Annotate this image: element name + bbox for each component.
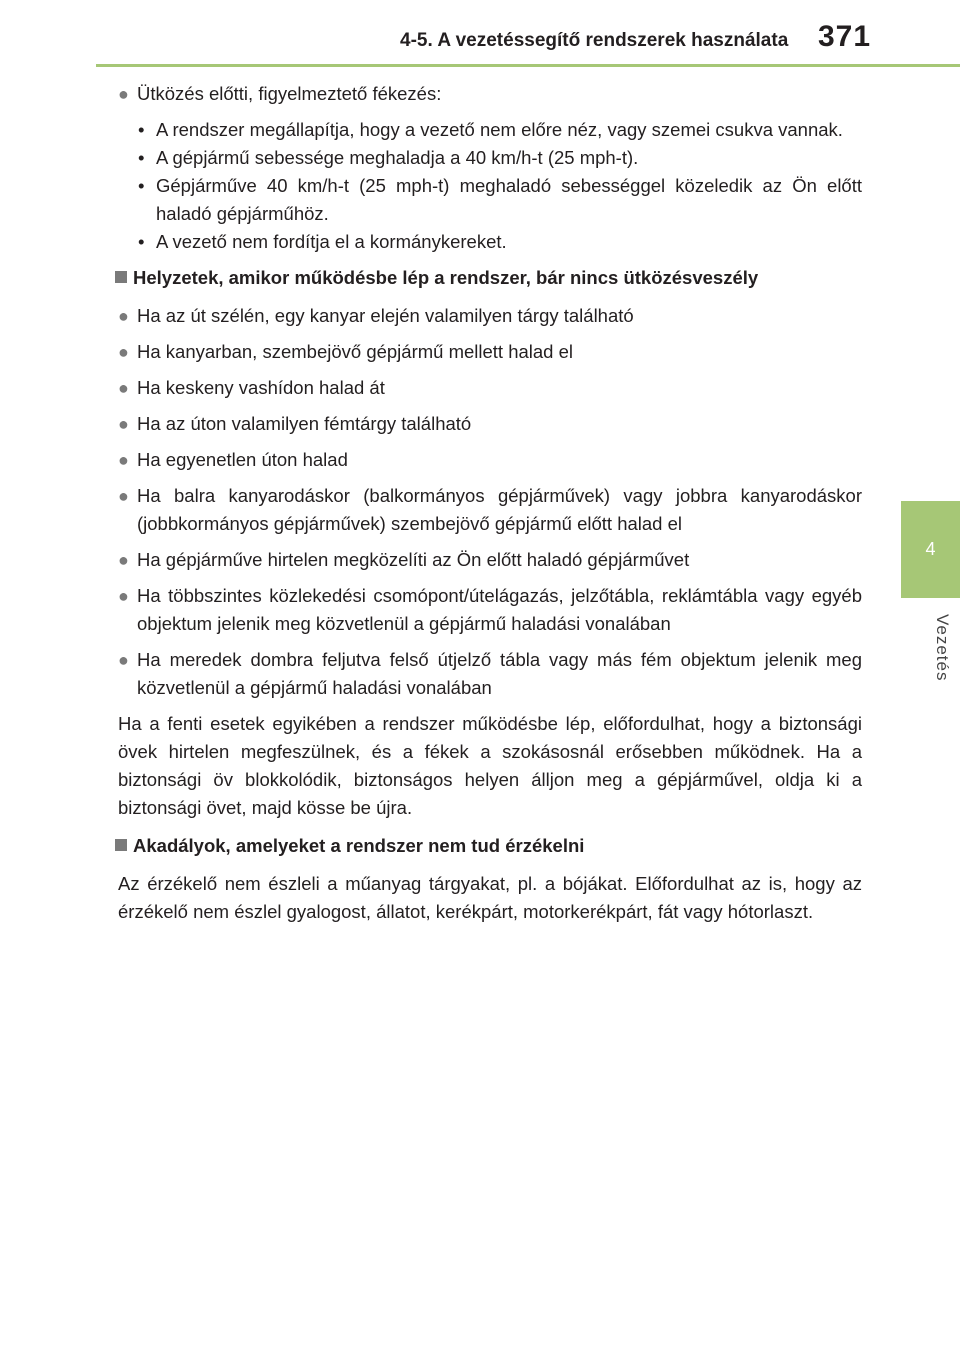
bullet-item [118,80,862,108]
list-item [118,144,862,172]
bullet-text: Ha egyenetlen úton halad [137,449,348,470]
condition-list [118,116,862,256]
header-title: 4-5. A vezetéssegítő rendszerek használata [400,30,789,51]
bullet-text: Ha többszintes közlekedési csomópont/útelágazás, jelzőtábla, reklámtábla vagy egyéb objektum jelenik meg közvetlenül a gépjármű haladási vonalában [137,585,862,634]
bullet-dot-icon: ● [118,84,129,104]
bullet-item [118,646,862,702]
bullet-point-icon: • [138,147,145,168]
bullet-text: Ha balra kanyarodáskor (balkormányos gépjárművek) vagy jobbra kanyarodáskor (jobbkormányos gépjárművek) szembejövő gépjármű előtt halad el [137,485,862,534]
header-divider [96,64,960,67]
bullet-point-icon: • [138,175,145,196]
square-bullet-icon [115,271,127,283]
section-heading-text: Akadályok, amelyeket a rendszer nem tud érzékelni [133,835,585,856]
bullet-text: Ha gépjárműve hirtelen megközelíti az Ön előtt haladó gépjárművet [137,549,690,570]
list-item [118,116,862,144]
chapter-label: Vezetés [933,614,952,682]
bullet-text: Ha meredek dombra feljutva felső útjelző tábla vagy más fém objektum jelenik meg közvetlenül a gépjármű haladási vonalában [137,649,862,698]
list-item-text: Gépjárműve 40 km/h-t (25 mph-t) meghaladó sebességgel közeledik az Ön előtt haladó gépjárműhöz. [156,175,862,224]
bullet-dot-icon: ● [118,450,129,470]
bullet-item [118,482,862,538]
bullet-text: Ha az úton valamilyen fémtárgy található [137,413,472,434]
bullet-point-icon: • [138,119,145,140]
page-number: 371 [818,20,872,53]
bullet-dot-icon: ● [118,650,129,670]
bullet-dot-icon: ● [118,586,129,606]
bullet-dot-icon: ● [118,486,129,506]
section-heading [115,832,862,860]
bullet-item [118,446,862,474]
bullet-item [118,374,862,402]
bullet-dot-icon: ● [118,342,129,362]
bullet-item [118,582,862,638]
bullet-item [118,338,862,366]
chapter-tab[interactable]: 4 [901,501,960,598]
list-item [118,228,862,256]
list-item-text: A vezető nem fordítja el a kormánykereket. [156,231,507,252]
bullet-dot-icon: ● [118,550,129,570]
bullet-dot-icon: ● [118,306,129,326]
bullet-text: Ha keskeny vashídon halad át [137,377,385,398]
square-bullet-icon [115,839,127,851]
section-heading [115,264,862,292]
bullet-text: Ütközés előtti, figyelmeztető fékezés: [137,83,442,104]
bullet-text: Ha kanyarban, szembejövő gépjármű mellett halad el [137,341,574,362]
bullet-text: Ha az út szélén, egy kanyar elején valamilyen tárgy található [137,305,634,326]
list-item [118,172,862,228]
section-paragraph: Ha a fenti esetek egyikében a rendszer működésbe lép, előfordulhat, hogy a biztonsági övek hirtelen megfeszülnek, és a fékek a szokásosnál erősebben működnek. Ha a biztonsági öv blokkolódik, biztonságos helyen álljon meg a gépjárművel, oldja ki a biztonsági övet, majd kösse be újra. [118,713,862,818]
bullet-dot-icon: ● [118,378,129,398]
list-item-text: A gépjármű sebessége meghaladja a 40 km/h-t (25 mph-t). [156,147,639,168]
list-item-text: A rendszer megállapítja, hogy a vezető nem előre néz, vagy szemei csukva vannak. [156,119,843,140]
bullet-item [118,302,862,330]
bullet-item [118,546,862,574]
page-content [118,80,862,936]
bullet-item [118,410,862,438]
section-heading-text: Helyzetek, amikor működésbe lép a rendszer, bár nincs ütközésveszély [133,267,759,288]
bullet-point-icon: • [138,231,145,252]
section-paragraph: Az érzékelő nem észleli a műanyag tárgyakat, pl. a bójákat. Előfordulhat az is, hogy az érzékelő nem észlel gyalogost, állatot, kerékpárt, motorkerékpárt, fát vagy hótorlaszt. [118,873,862,922]
bullet-dot-icon: ● [118,414,129,434]
